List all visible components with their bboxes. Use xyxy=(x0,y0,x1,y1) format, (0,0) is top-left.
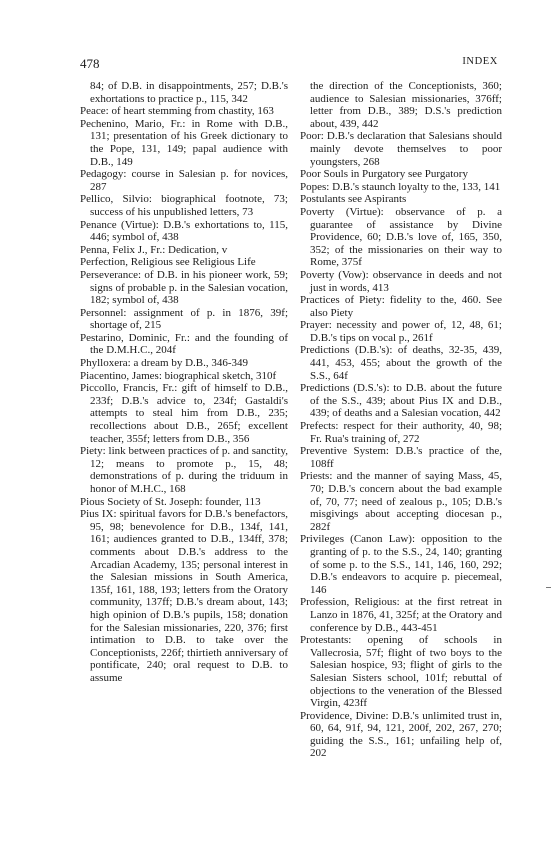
index-entry: Priests: and the manner of saying Mass, 45, 70; D.B.'s concern about the bad example of, 70, 77; need of zealous p., 105; D.B.'s misgivings about accepting diocesan p., 282f xyxy=(300,470,502,533)
index-entry: Pellico, Silvio: biographical footnote, 73; success of his unpublished letters, 73 xyxy=(80,193,288,218)
index-entry: Popes: D.B.'s staunch loyalty to the, 133, 141 xyxy=(300,180,501,193)
index-column-left xyxy=(80,80,288,685)
index-column-right xyxy=(300,80,502,760)
index-entry: Profession, Religious: at the first retreat in Lanzo in 1876, 41, 325f; at the Oratory and conference by D.B., 443-451 xyxy=(300,596,502,634)
index-entry: Practices of Piety: fidelity to the, 460. See also Piety xyxy=(300,294,502,319)
index-entry: Privileges (Canon Law): opposition to the granting of p. to the S.S., 24, 140; granting of some p. to the S.S., 141, 146, 160, 292; D.B.'s endeavors to acquire p. piecemeal, 146 xyxy=(300,533,502,596)
index-entry: Poverty (Virtue): observance of p. a guarantee of assistance by Divine Providence, 60; D.B.'s love of, 165, 350, 352; of the missionaries on their way to Rome, 375f xyxy=(300,205,502,269)
page-number: 478 xyxy=(80,56,100,71)
index-entry: Pestarino, Dominic, Fr.: and the founding of the D.M.H.C., 204f xyxy=(80,331,288,357)
index-entry: Pius IX: spiritual favors for D.B.'s benefactors, 95, 98; benevolence for D.B., 134f, 141, 161; audiences granted to D.B., 134ff, 378; comments about D.B.'s address to the Arcadian Academy, 135; personal interest in the Salesian missions in South America, 135f, 161, 188, 193; letters from the Oratory community, 137ff; D.B.'s dream about, 143; high opinion of D.B.'s pupils, 158; donation for the Salesian missionaries, 220, 376; first intimation to D.B. to take over the Conceptionists, 226f; thirtieth anniversary of pontificate, 240; oral request to D.B. to assume xyxy=(80,508,288,684)
index-entry: Preventive System: D.B.'s practice of the, 108ff xyxy=(300,445,502,470)
index-entry: Poor: D.B.'s declaration that Salesians should mainly devote themselves to poor youngsters, 268 xyxy=(300,130,502,168)
index-entry: Perfection, Religious see Religious Life xyxy=(80,256,256,269)
index-entry: Phylloxera: a dream by D.B., 346-349 xyxy=(80,357,249,370)
running-head: INDEX xyxy=(462,56,498,67)
index-entry: Perseverance: of D.B. in his pioneer work, 59; signs of probable p. in the Salesian vocation, 182; symbol of, 438 xyxy=(80,268,288,307)
index-entry: Poor Souls in Purgatory see Purgatory xyxy=(300,168,468,181)
index-entry: Penna, Felix J., Fr.: Dedication, v xyxy=(80,243,228,256)
index-entry: Pechenino, Mario, Fr.: in Rome with D.B., 131; presentation of his Greek dictionary to the Pope, 131, 149; papal audience with D.B., 149 xyxy=(80,117,288,168)
index-entry: Poverty (Vow): observance in deeds and not just in words, 413 xyxy=(300,268,502,294)
index-entry: Protestants: opening of schools in Vallecrosia, 57f; flight of two boys to the Salesian hospice, 93; flight of girls to the Salesian Sisters school, 101f; rebuttal of objections to the veneration of the Blessed Virgin, 423ff xyxy=(300,634,502,710)
index-entry: Pedagogy: course in Salesian p. for novices, 287 xyxy=(80,168,288,193)
index-entry: Predictions (D.B.'s): of deaths, 32-35, 439, 441, 453, 455; about the growth of the S.S., 64f xyxy=(300,344,502,382)
index-entry: Personnel: assignment of p. in 1876, 39f; shortage of, 215 xyxy=(80,306,288,332)
index-entry: Piety: link between practices of p. and sanctity, 12; means to promote p., 15, 48; demonstrations of p. during the triduum in honor of M.H.C., 168 xyxy=(80,445,288,495)
margin-mark xyxy=(546,587,551,588)
index-entry: Pious Society of St. Joseph: founder, 113 xyxy=(80,495,261,508)
index-entry-continued: the direction of the Conceptionists, 360; audience to Salesian missionaries, 376ff; letter from D.B., 389; D.S.'s prediction about, 439, 442 xyxy=(310,80,502,130)
index-entry: Prayer: necessity and power of, 12, 48, 61; D.B.'s tips on vocal p., 261f xyxy=(300,319,502,344)
index-entry: Penance (Virtue): D.B.'s exhortations to, 115, 446; symbol of, 438 xyxy=(80,218,288,244)
index-entry: Providence, Divine: D.B.'s unlimited trust in, 60, 64, 91f, 94, 121, 200f, 202, 267, 270; guiding the S.S., 161; unfailing help of, 202 xyxy=(300,709,502,760)
index-entry: Predictions (D.S.'s): to D.B. about the future of the S.S., 439; about Pius IX and D.B., 439; of deaths and a Salesian vocation, 442 xyxy=(300,382,502,420)
index-entry-continued: 84; of D.B. in disappointments, 257; D.B.'s exhortations to practice p., 115, 342 xyxy=(90,80,288,105)
index-entry: Piccollo, Francis, Fr.: gift of himself to D.B., 233f; D.B.'s advice to, 234f; Gastaldi's attempts to steal him from D.B., 235; recollections about D.B., 265f; excellent teacher, 355f; letters from D.B., 356 xyxy=(80,382,288,445)
index-entry: Postulants see Aspirants xyxy=(300,193,407,206)
index-entry: Peace: of heart stemming from chastity, 163 xyxy=(80,105,274,118)
index-entry: Piacentino, James: biographical sketch, 310f xyxy=(80,369,277,382)
index-entry: Prefects: respect for their authority, 40, 98; Fr. Rua's training of, 272 xyxy=(300,420,502,445)
page-header xyxy=(80,56,498,72)
